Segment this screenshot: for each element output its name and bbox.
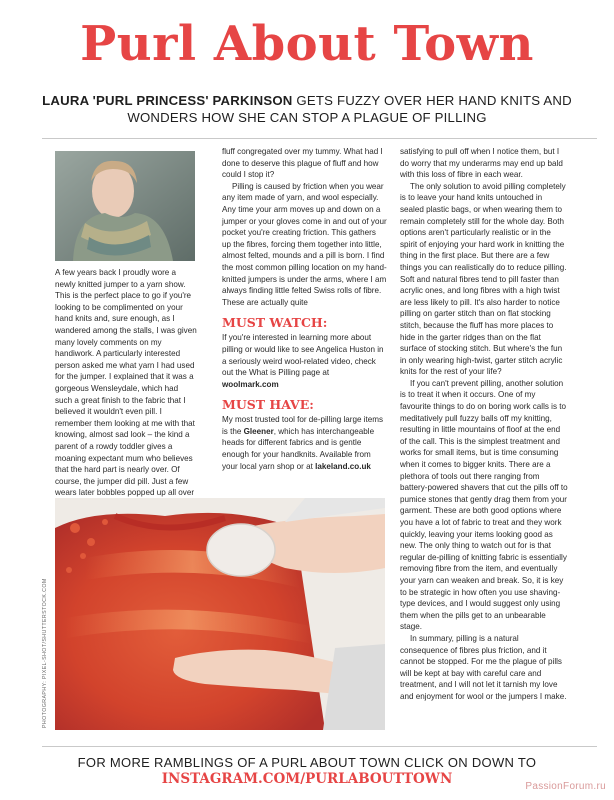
must-watch-heading: MUST WATCH: xyxy=(222,315,328,331)
woolmark-link[interactable]: woolmark.com xyxy=(222,379,279,389)
footer-divider xyxy=(42,746,597,747)
must-watch-text xyxy=(222,332,387,390)
body-paragraph: The only solution to avoid pilling completely is to leave your hand knits untouched in sealed plastic bags, or when wearing them to remain completely still for the whole day. Both options aren't particularly realistic or in the spirit of enjoying your hard work in knitting the thing in the first place. But there are a few things you can realistically do to reduce pilling. Soft and natural fibres tend to pill faster than acrylic ones, and long fibres with a high twist are less likely to pill. It's also harder to notice pilling on garter stitch than on flat stocking stitch, because the fluff has more places to hide in the garter ridges than on the flat surface of stocking stitch. But where's the fun in only wearing high-twist, garter stitch acrylic knits for the rest of your life? xyxy=(400,181,567,377)
header-divider xyxy=(42,138,597,139)
column-3 xyxy=(400,146,568,703)
must-have-text xyxy=(222,414,387,472)
body-paragraph: If you can't prevent pilling, another solution is to treat it when it occurs. One of my favourite things to do on boring work calls is to meditatively pull fuzzy balls off my knitting, resulting in little mountains of floof at the end of the call. This is the simplest treatment and works for small items, but is time consuming when it comes to bigger knits. There are a plethora of tools out there ranging from battery-powered shavers that cut the pills off to pumice stones that gently drag them from your garment. These are both good options where you have a lot of fabric to treat and they work quickly, leaving your items looking good as new. The only thing to watch out for is that regular de-pilling of knitting fabric is essentially removing fibre from the item, and eventually your yarn can weaken and break. So, it is key to be strategic in how often you use shaving-type devices, and I would suggest only using them when the pills get to an unbearable stage. xyxy=(400,378,568,632)
must-have-body-1: My most trusted tool for de-pilling large items is the xyxy=(222,415,384,436)
body-paragraph: In summary, pilling is a natural consequence of fibres plus friction, and it cannot be stopped. For me the plague of pills will be kept at bay with careful care and treatment, and I will not let it tarnish my love and enjoyment for wool or the jumpers I make. xyxy=(400,633,567,701)
must-have-body-2: , which has interchangeable heads for different fabrics and is gentle enough for your handknits. Available from your local yarn shop or at xyxy=(222,426,375,471)
footer-text: FOR MORE RAMBLINGS OF A PURL ABOUT TOWN CLICK ON DOWN TO xyxy=(77,755,537,770)
knitwear-photo xyxy=(55,498,385,730)
author-portrait xyxy=(55,151,195,261)
instagram-link[interactable]: INSTAGRAM.COM/PURLABOUTTOWN xyxy=(161,771,453,787)
page-title: Purl About Town xyxy=(80,16,534,72)
author-byline: LAURA 'PURL PRINCESS' PARKINSON xyxy=(42,93,293,108)
must-have-heading: MUST HAVE: xyxy=(222,397,314,413)
standfirst xyxy=(30,92,584,126)
must-watch-body: If you're interested in learning more about pilling or would like to see Angelica Huston in a seriously weird wool-related video, check out the What is Pilling page at xyxy=(222,333,384,378)
body-paragraph: satisfying to pull off when I notice them, but I do worry that my underarms may end up bald with this loss of fibre in each wear. xyxy=(400,147,563,180)
watermark: PassionForum.ru xyxy=(525,781,606,792)
photo-credit: PHOTOGRAPHY: PIXEL-SHOT/SHUTTERSTOCK.COM xyxy=(42,578,48,728)
body-paragraph: A few years back I proudly wore a newly knitted jumper to a yarn show. This is the perfect place to go if you're looking to be complimented on your hand knits and, sure enough, as I wandered among the stalls, I was given many lovely comments on my handiwork. A particularly interested person asked me what yarn I had used for the jumper. I explained that it was a gorgeous Wensleydale, which had such a great finish to the fabric that I believed it wouldn't even pill. I remember them looking at me with that knowing, almost sad look – the kind a parent of a rowdy toddler gives a moaning expectant mum who believes that the hard part is nearly over. Of course, the jumper did pill. Just a few wears later bobbles popped up all over xyxy=(55,268,197,498)
body-paragraph: fluff congregated over my tummy. What had I done to deserve this plague of fluff and how could I stop it? xyxy=(222,147,383,180)
gleener-name: Gleener xyxy=(243,426,274,436)
standfirst-text: GETS FUZZY OVER HER HAND KNITS AND WONDERS HOW SHE CAN STOP A PLAGUE OF PILLING xyxy=(127,93,572,125)
body-paragraph: Pilling is caused by friction when you wear any item made of yarn, and wool especially. Any time your arm moves up and down on a jumper or your gloves come in and out of your pocket you're creating friction. This gathers up the fibres, forcing them together into little, almost felted, mounds and a pill is born. I find the most common pilling location on my hand-knitted jumpers is under the arms, where I am always finding little felted Swiss rolls of fibre. These are actually quite xyxy=(222,181,387,307)
lakeland-link[interactable]: lakeland.co.uk xyxy=(315,461,371,471)
column-2 xyxy=(222,146,387,472)
column-1 xyxy=(55,267,197,522)
